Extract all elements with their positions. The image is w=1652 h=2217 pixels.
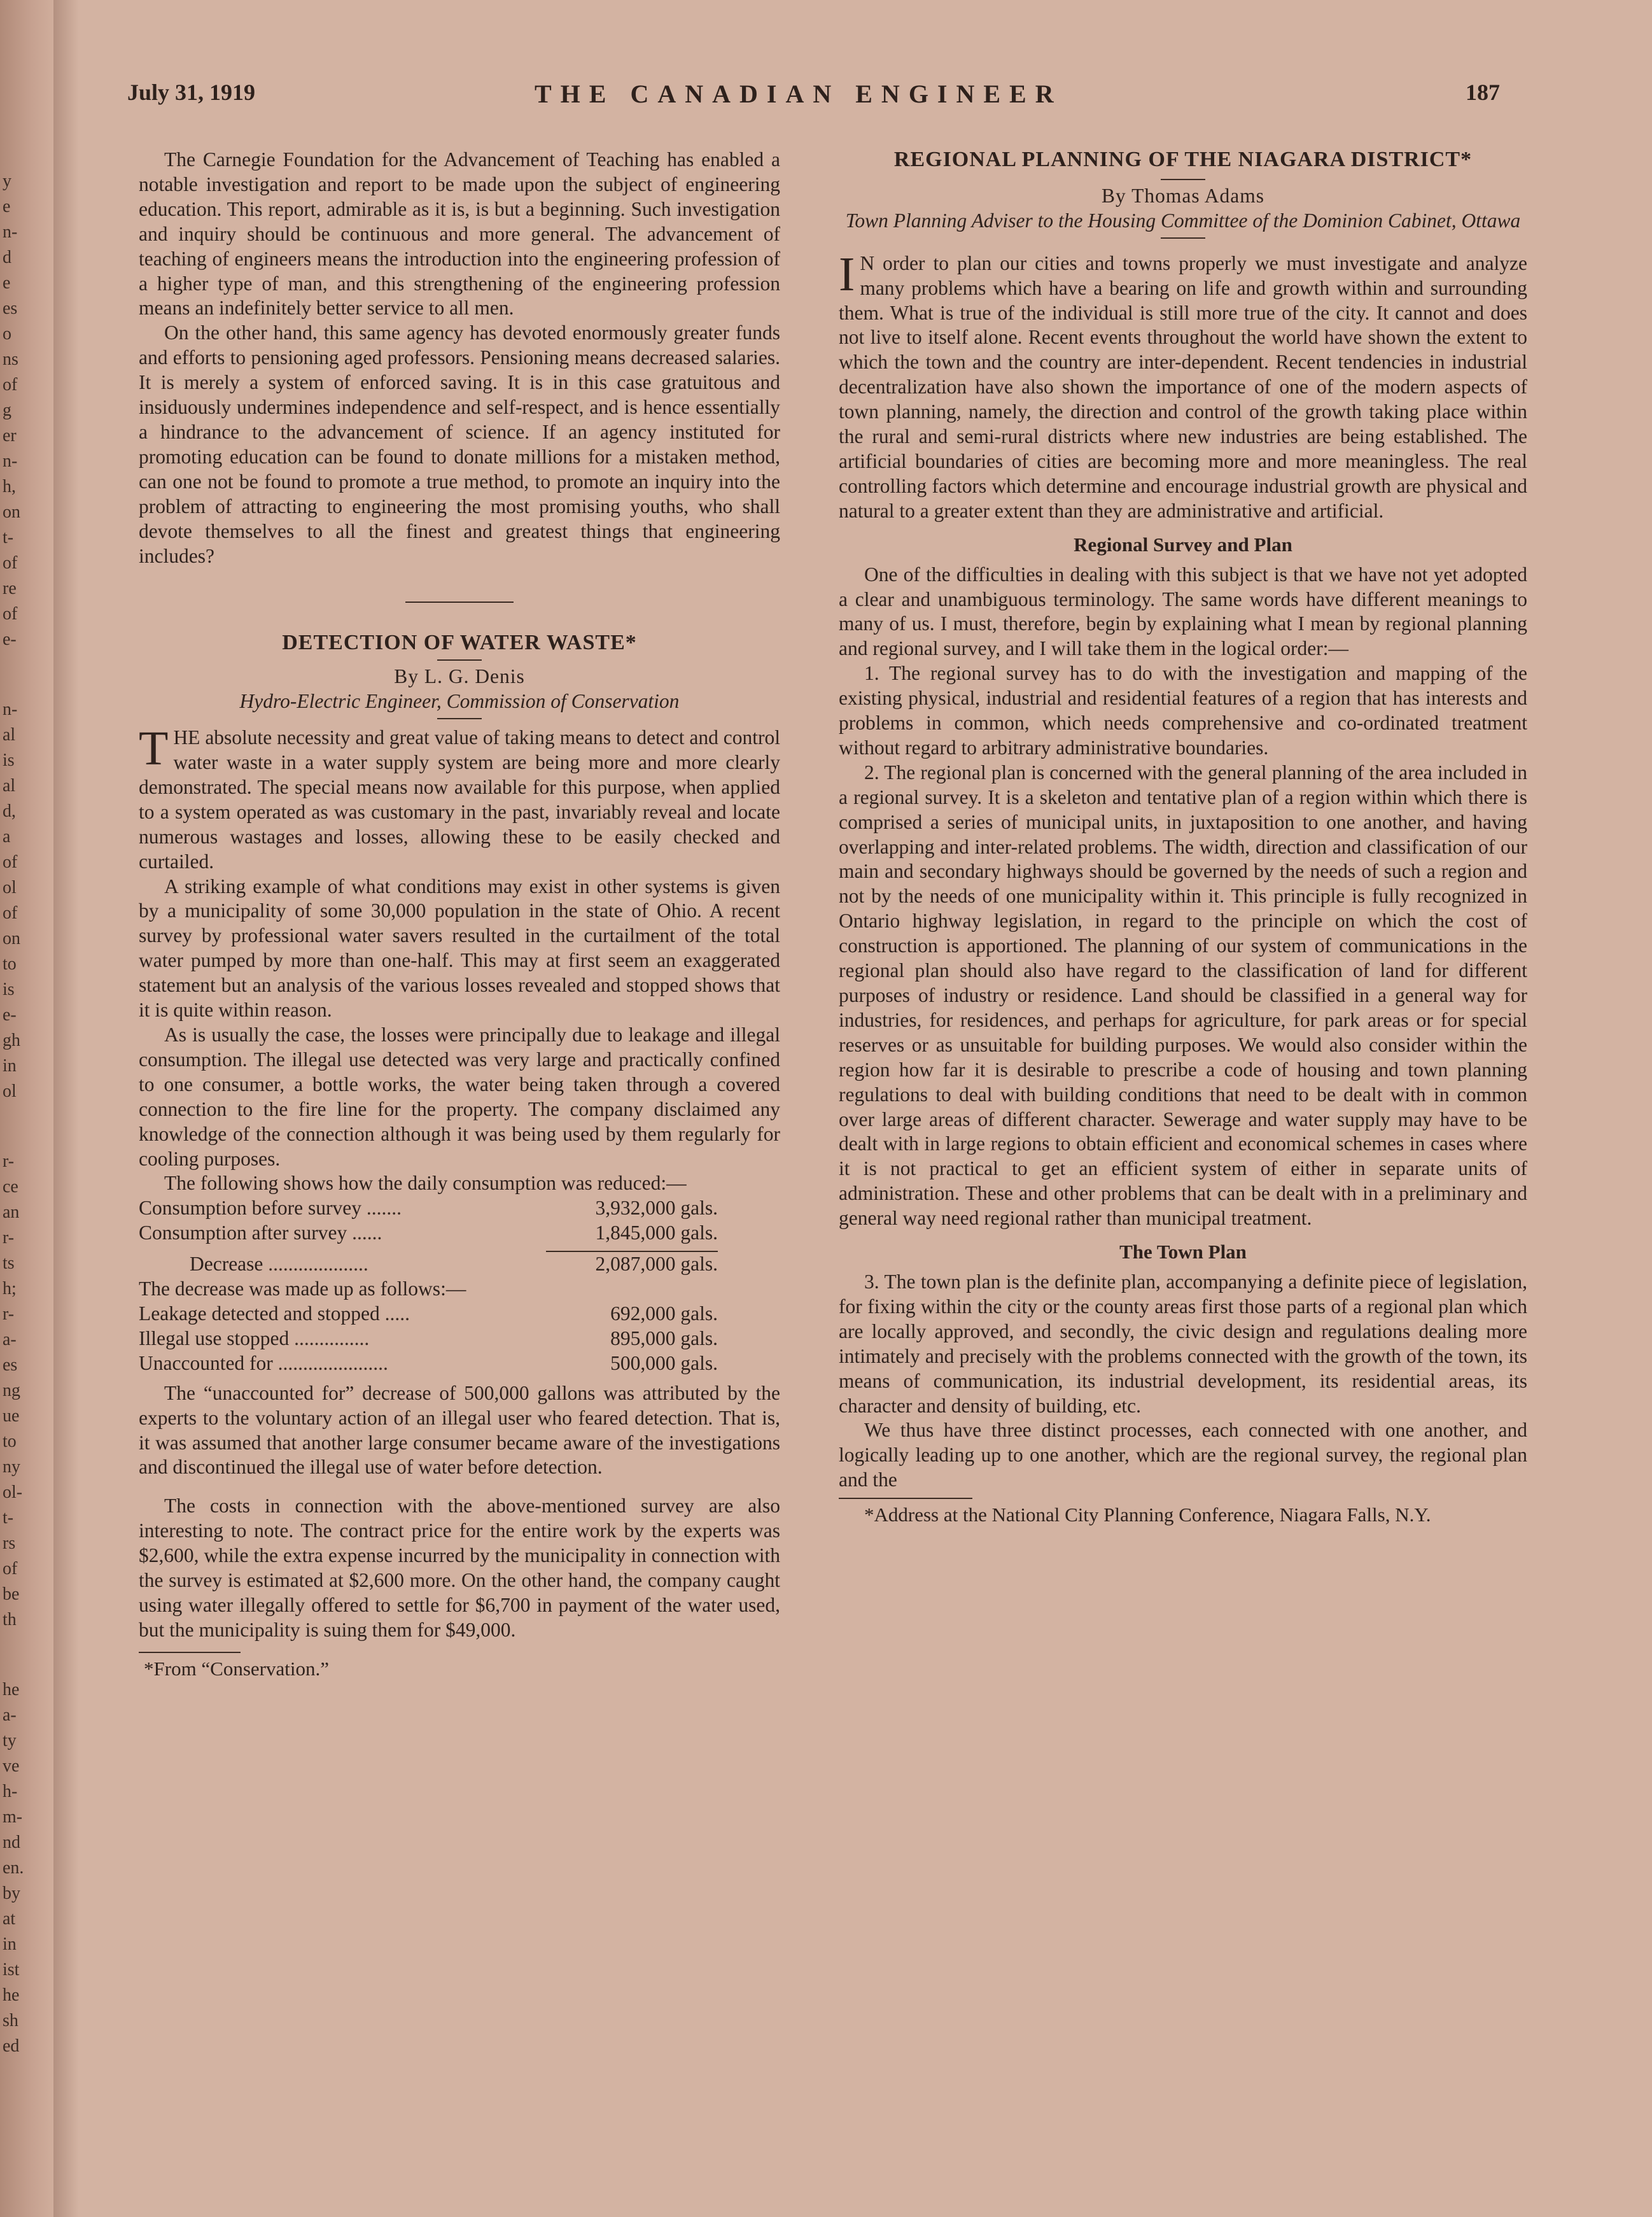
margin-fragment: ed bbox=[3, 2036, 20, 2056]
margin-fragment: es bbox=[3, 299, 18, 318]
margin-fragment: to bbox=[3, 954, 17, 974]
table-row: Leakage detected and stopped ..... 692,000 gals. bbox=[139, 1302, 718, 1325]
margin-fragment: in bbox=[3, 1056, 17, 1076]
article-paragraph: The following shows how the daily consumption was reduced:— bbox=[164, 1172, 687, 1195]
title-rule bbox=[1161, 179, 1205, 180]
margin-fragment: e- bbox=[3, 1005, 17, 1025]
margin-fragment: h- bbox=[3, 1782, 18, 1801]
article-paragraph: The costs in connection with the above-mentioned survey are also interesting to note. The contract price for the entire work by the experts was $2,600, while the extra expense incurred by the municipality in connection with the survey is estimated at $2,600 more. On the other hand, the company caught using water illegally offered to settle for $6,700 in payment of the water used, but the municipality is suing them for $49,000. bbox=[139, 1495, 780, 1641]
page-header bbox=[0, 79, 1652, 117]
article-paragraph: We thus have three distinct processes, each connected with one another, and logically leading up to one another, which are the regional survey, the regional plan and the bbox=[839, 1419, 1527, 1491]
binding-gutter bbox=[0, 0, 53, 2217]
footnote: *Address at the National City Planning Conference, Niagara Falls, N.Y. bbox=[864, 1503, 1431, 1526]
article-byline: By Thomas Adams bbox=[1102, 184, 1264, 207]
journal-title: THE CANADIAN ENGINEER bbox=[535, 80, 1063, 108]
margin-fragment: sh bbox=[3, 2011, 18, 2030]
footnote: *From “Conservation.” bbox=[144, 1657, 330, 1680]
margin-fragment: ns bbox=[3, 349, 18, 369]
margin-fragment: ol bbox=[3, 878, 17, 897]
margin-fragment: in bbox=[3, 1934, 17, 1954]
section-heading: The Town Plan bbox=[1119, 1241, 1247, 1263]
article-title: REGIONAL PLANNING OF THE NIAGARA DISTRICT* bbox=[893, 148, 1473, 171]
table-row: Consumption after survey ...... 1,845,000 gals. bbox=[139, 1221, 718, 1244]
section-heading: Regional Survey and Plan bbox=[1074, 533, 1292, 556]
margin-fragment: n- bbox=[3, 222, 18, 242]
margin-fragment: d bbox=[3, 248, 11, 267]
byline-rule bbox=[1161, 237, 1205, 239]
table-row: Unaccounted for ...................... 500,000 gals. bbox=[139, 1351, 718, 1374]
issue-date: July 31, 1919 bbox=[127, 80, 256, 105]
article-paragraph: As is usually the case, the losses were principally due to leakage and illegal consumption. The illegal use detected was very large and practically confined to one consumer, a bottle works, the water being taken through a covered connection to the fire line for the property. The company disclaimed any knowledge of the connection although it was being used by them regularly for cooling purposes. bbox=[139, 1024, 780, 1170]
margin-fragment: by bbox=[3, 1883, 20, 1903]
article-byline: By L. G. Denis bbox=[394, 665, 525, 688]
margin-fragment: ng bbox=[3, 1381, 20, 1400]
page-number: 187 bbox=[1466, 80, 1500, 105]
margin-fragment: n- bbox=[3, 451, 18, 471]
article-paragraph: 2. The regional plan is concerned with the general planning of the area included in a regional survey. It is a skeleton and tentative plan of a region within which there is comprised a series of municipal units, in juxtaposition to one another, and having overlapping and inter-related problems. The width, direction and classification of our main and secondary highways should be governed by the needs of such a region and not by the needs of one municipality within it. This principle is fully recognized in Ontario highway legislation, in regard to the principle on which the cost of construction is apportioned. The planning of our system of communications in the regional plan should also have regard to the classification of land for different purposes of industry or residence. Land should be classified in a general way for industries, for residences, and perhaps for agriculture, for park areas or for special reserves or as unsuitable for building purposes. We would also consider within the region how far it is desirable to prescribe a code of housing and town planning regulations to deal with building conditions that need to be dealt with in common over large areas of different character. Sewerage and water supply may have to be dealt with in large regions to obtain efficient and economical schemes in cases where it is not practical to get an efficient system of either in separate units of administration. These and other problems that can be dealt with in a preliminary and general way need regional rather than municipal treatment. bbox=[839, 761, 1527, 1230]
opening-paragraph: THE absolute necessity and great value of taking means to detect and control water waste in a water supply system are being more and more clearly demonstrated. The special means now available for this purpose, when applied to a system operated as was customary in the past, invariably reveal and locate numerous wastages and losses, allowing these to be easily checked and curtailed. bbox=[139, 722, 780, 873]
table-row: Consumption before survey ....... 3,932,000 gals. bbox=[139, 1197, 718, 1220]
margin-fragment: ty bbox=[3, 1731, 17, 1750]
margin-fragment: t- bbox=[3, 1508, 14, 1528]
margin-fragment: on bbox=[3, 929, 20, 948]
margin-fragment: es bbox=[3, 1355, 18, 1375]
margin-fragment: r- bbox=[3, 1304, 15, 1324]
footnote-rule bbox=[139, 1652, 241, 1653]
margin-fragment: ue bbox=[3, 1406, 20, 1426]
margin-fragment: a- bbox=[3, 1330, 17, 1349]
margin-fragment: al bbox=[3, 776, 16, 796]
footnote-rule bbox=[839, 1498, 972, 1499]
binding-shadow bbox=[53, 0, 79, 2217]
margin-fragment: th bbox=[3, 1610, 17, 1629]
margin-fragment: of bbox=[3, 903, 18, 923]
margin-fragment: en. bbox=[3, 1858, 24, 1878]
margin-fragment: is bbox=[3, 980, 15, 999]
margin-fragment: a bbox=[3, 827, 11, 847]
margin-fragment: is bbox=[3, 750, 15, 770]
margin-fragment: h, bbox=[3, 477, 16, 496]
margin-fragment: ol- bbox=[3, 1482, 23, 1502]
article-affiliation: Hydro-Electric Engineer, Commission of Conservation bbox=[239, 690, 680, 713]
margin-fragment: be bbox=[3, 1584, 20, 1604]
margin-fragment: gh bbox=[3, 1031, 20, 1050]
table-row: Illegal use stopped ............... 895,000 gals. bbox=[139, 1327, 718, 1349]
margin-fragment: r- bbox=[3, 1228, 15, 1248]
margin-fragment: e- bbox=[3, 630, 17, 649]
article-paragraph: 3. The town plan is the definite plan, accompanying a definite piece of legislation, for fixing within the city or the county areas first those parts of a regional plan which are locally approved, and secondly, the civic design and regulations dealing more intimately and precisely with the problems connected with the growth of the town, its means of communication, its industrial development, its residential areas, its character and density of building, etc. bbox=[839, 1270, 1527, 1417]
margin-fragment: ol bbox=[3, 1081, 17, 1101]
margin-fragment: e bbox=[3, 273, 11, 293]
opening-paragraph: I N order to plan our cities and towns properly we must investigate and analyze many problems which have a bearing on life and growth within and surrounding them. What is true of the individual is still more true of the city. It cannot and does not live to itself alone. Recent events throughout the world have shown the extent to which the town and the country are inter-dependent. Recent tendencies in industrial decentralization have also shown the importance of one of the modern aspects of town planning, namely, the direction and control of the growth taking place within the rural and semi-rural districts where new industries are being established. The artificial boundaries of cities are becoming more and more meaningless. The real controlling factors which determine and encourage industrial growth are physical and natural to a greater extent than they are administrative and artificial. bbox=[839, 247, 1527, 522]
margin-fragment: ist bbox=[3, 1960, 20, 1980]
margin-fragment: t- bbox=[3, 528, 14, 547]
margin-fragment: an bbox=[3, 1202, 20, 1222]
margin-fragment: e bbox=[3, 197, 11, 216]
margin-fragment: on bbox=[3, 502, 20, 522]
editorial-paragraph: The Carnegie Foundation for the Advancement of Teaching has enabled a notable investigation and report to be made upon the subject of engineering education. This report, admirable as it is, is but a beginning. Such investigation and inquiry should be continuous and more general. The advancement of teaching of engineers means the introduction into the engineering profession of a higher type of man, and this strengthening of the engineering profession means an indefinitely better service to all men. bbox=[139, 148, 780, 320]
margin-fragment: d, bbox=[3, 801, 16, 821]
margin-fragment: g bbox=[3, 400, 11, 420]
editorial-paragraph: On the other hand, this same agency has devoted enormously greater funds and efforts to pensioning aged professors. Pensioning means decreased salaries. It is merely a system of enforced saving. It is in this case gratuitous and insiduously undermines independence and self-respect, and is hence essentially a hindrance to the advancement of science. If an agency instituted for promoting education can be found to donate millions for a mistaken method, can one not be found to promote a true method, to promote an inquiry into the problem of attracting to engineering the most promising youths, who shall devote themselves to all the finest and greatest things that engineering includes? bbox=[139, 321, 780, 567]
margin-fragment: of bbox=[3, 553, 18, 573]
margin-fragment: er bbox=[3, 426, 17, 446]
margin-fragment: he bbox=[3, 1985, 20, 2005]
consumption-table bbox=[139, 1196, 718, 1376]
article-paragraph: The “unaccounted for” decrease of 500,000 gallons was attributed by the experts to the voluntary action of an illegal user who feared detection. That is, it was assumed that another large consumer became aware of the investigations and discontinued the illegal use of water before detection. bbox=[139, 1381, 780, 1479]
margin-fragment: y bbox=[3, 171, 11, 191]
article-paragraph: 1. The regional survey has to do with the investigation and mapping of the existing physical, industrial and residential features of a region that has interests and problems in common, which needs comprehensive and co-ordinated treatment without regard to arbitrary administrative boundaries. bbox=[839, 662, 1527, 759]
margin-fragment: al bbox=[3, 725, 16, 745]
margin-fragment: at bbox=[3, 1909, 16, 1929]
drop-cap: I bbox=[839, 247, 855, 301]
margin-fragment: of bbox=[3, 604, 18, 624]
margin-fragment: ve bbox=[3, 1756, 20, 1776]
right-column bbox=[839, 148, 1527, 1528]
margin-fragment: n- bbox=[3, 700, 18, 719]
article-title: DETECTION OF WATER WASTE* bbox=[282, 631, 637, 655]
margin-fragment: of bbox=[3, 1559, 18, 1579]
article-paragraph: One of the difficulties in dealing with this subject is that we have not yet adopted a clear and unambiguous terminology. The same words have different meanings to many of us. I must, therefore, begin by explaining what I mean by regional planning and regional survey, and I will take them in the logical order:— bbox=[839, 563, 1527, 660]
title-rule bbox=[437, 659, 482, 661]
sum-rule-row bbox=[139, 1246, 718, 1252]
article-affiliation: Town Planning Adviser to the Housing Committee of the Dominion Cabinet, Ottawa bbox=[845, 209, 1521, 232]
margin-fragment: to bbox=[3, 1432, 17, 1451]
margin-fragment: rs bbox=[3, 1533, 16, 1553]
article-paragraph: A striking example of what conditions may exist in other systems is given by a municipality of some 30,000 population in the state of Ohio. A recent survey by professional water savers resulted in the curtailment of the total water pumped by more than one-half. This may at first seem an exaggerated statement but an analysis of the various losses revealed and stopped shows that it is quite within reason. bbox=[139, 875, 780, 1022]
margin-fragment: he bbox=[3, 1680, 20, 1700]
drop-cap: T bbox=[139, 722, 169, 776]
margin-fragment: of bbox=[3, 852, 18, 872]
margin-fragment: nd bbox=[3, 1833, 20, 1852]
left-column bbox=[139, 148, 780, 1682]
margin-fragment: m- bbox=[3, 1807, 23, 1827]
margin-fragment: h; bbox=[3, 1279, 17, 1299]
margin-fragment: re bbox=[3, 579, 17, 598]
table-row: Decrease .................... 2,087,000 gals. bbox=[190, 1253, 718, 1276]
margin-fragment: a- bbox=[3, 1705, 17, 1725]
section-divider bbox=[405, 602, 514, 603]
margin-fragment: of bbox=[3, 375, 18, 395]
margin-fragment: r- bbox=[3, 1151, 15, 1171]
margin-fragment: ce bbox=[3, 1177, 18, 1197]
byline-rule bbox=[437, 718, 482, 719]
margin-fragment: ny bbox=[3, 1457, 20, 1477]
table-row: The decrease was made up as follows:— bbox=[139, 1277, 466, 1300]
margin-fragment: o bbox=[3, 324, 11, 344]
margin-fragment: ts bbox=[3, 1253, 15, 1273]
